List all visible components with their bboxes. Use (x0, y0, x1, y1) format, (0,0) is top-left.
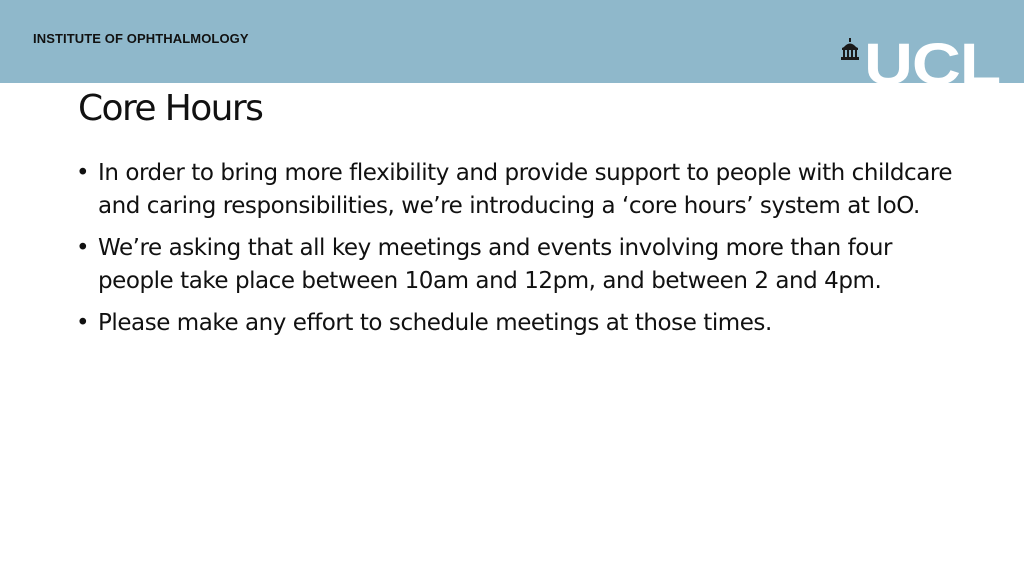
portico-icon (841, 38, 859, 60)
bullet-dot-icon: • (76, 310, 90, 336)
bullet-text: Please make any effort to schedule meetings at those times. (98, 310, 772, 336)
bullet-text: We’re asking that all key meetings and events involving more than four people take place between 10am and 12pm, and between 2 and 4pm. (98, 235, 892, 294)
ucl-logo (838, 38, 1004, 86)
bullet-item (74, 232, 954, 298)
bullet-item (74, 307, 954, 340)
bullet-list (74, 157, 954, 349)
bullet-dot-icon: • (76, 235, 90, 261)
bullet-dot-icon: • (76, 160, 90, 186)
logo-text: UCL (864, 38, 1000, 86)
bullet-text: In order to bring more flexibility and provide support to people with childcare and caring responsibilities, we’re introducing a ‘core hours’ system at IoO. (98, 160, 953, 219)
institute-name: INSTITUTE OF OPHTHALMOLOGY (33, 31, 249, 46)
slide-title: Core Hours (78, 88, 263, 129)
bullet-item (74, 157, 954, 223)
